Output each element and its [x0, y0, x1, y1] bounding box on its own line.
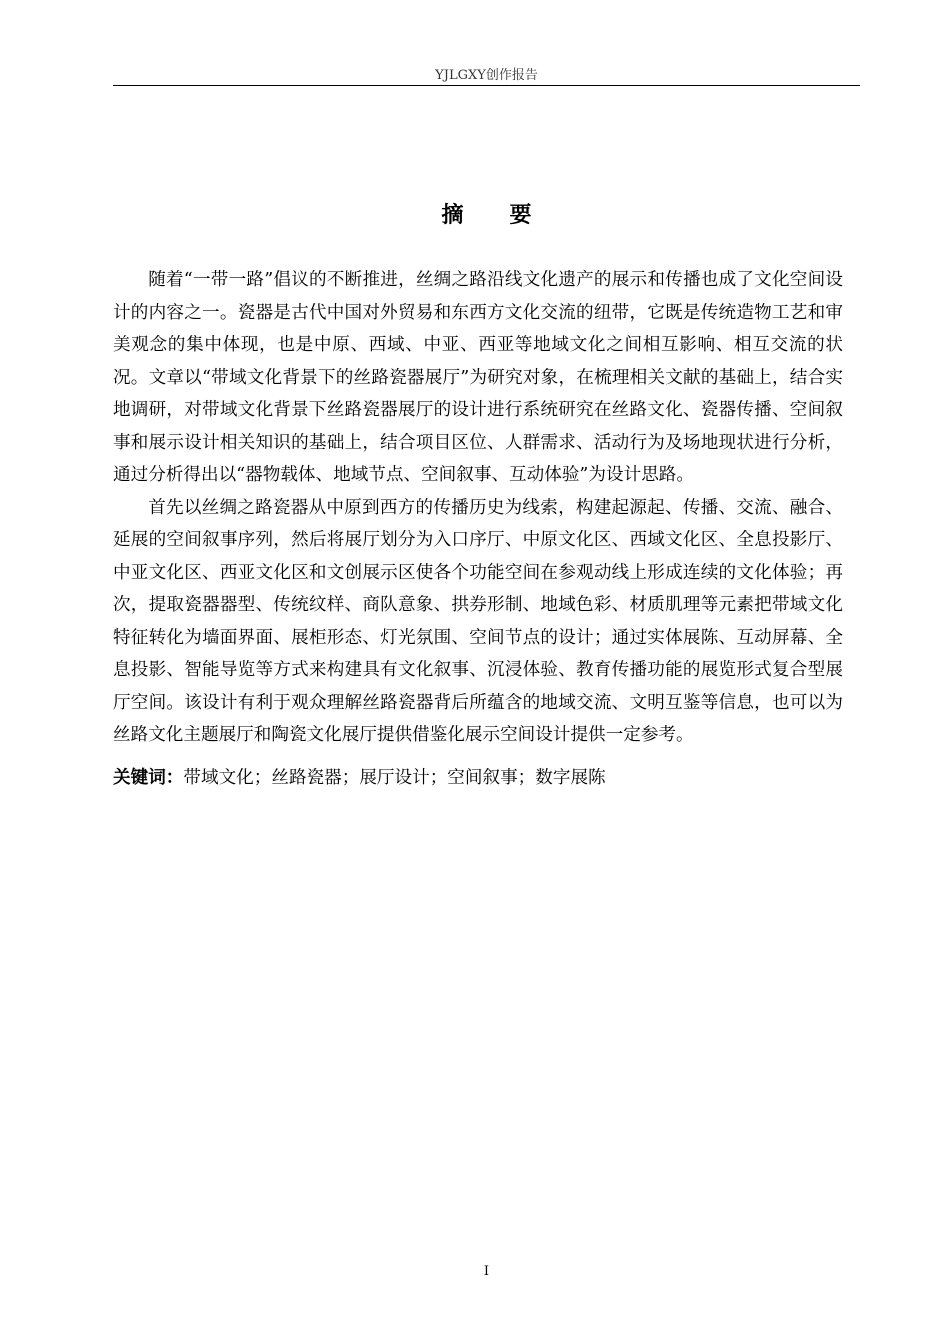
page-header: YJLGXY创作报告 [435, 68, 538, 83]
keywords-label: 关键词： [113, 767, 184, 788]
abstract-paragraph-2: 首先以丝绸之路瓷器从中原到西方的传播历史为线索，构建起源起、传播、交流、融合、延展的空间叙事序列，然后将展厅划分为入口序厅、中原文化区、西域文化区、全息投影厅、中亚文化区、西亚文化区和文创展示区使各个功能空间在参观动线上形成连续的文化体验；再次，提取瓷器器型、传统纹样、商队意象、拱券形制、地域色彩、材质肌理等元素把带域文化特征转化为墙面界面、展柜形态、灯光氛围、空间节点的设计；通过实体展陈、互动屏幕、全息投影、智能导览等方式来构建具有文化叙事、沉浸体验、教育传播功能的展览形式复合型展厅空间。该设计有利于观众理解丝路瓷器背后所蕴含的地域交流、文明互鉴等信息，也可以为丝路文化主题展厅和陶瓷文化展厅提供借鉴化展示空间设计提供一定参考。 [113, 497, 843, 745]
keywords-line [113, 762, 843, 795]
page-number: I [483, 1264, 490, 1279]
keywords-text: 带域文化；丝路瓷器；展厅设计；空间叙事；数字展陈 [183, 767, 606, 788]
abstract-title: 摘要 [441, 203, 578, 228]
header-divider [113, 85, 860, 86]
abstract-body [113, 264, 843, 794]
abstract-paragraph-1: 随着“一带一路”倡议的不断推进，丝绸之路沿线文化遗产的展示和传播也成了文化空间设计的内容之一。瓷器是古代中国对外贸易和东西方文化交流的纽带，它既是传统造物工艺和审美观念的集中体现，也是中原、西域、中亚、西亚等地域文化之间相互影响、相互交流的状况。文章以“带域文化背景下的丝路瓷器展厅”为研究对象，在梳理相关文献的基础上，结合实地调研，对带域文化背景下丝路瓷器展厅的设计进行系统研究在丝路文化、瓷器传播、空间叙事和展示设计相关知识的基础上，结合项目区位、人群需求、活动行为及场地现状进行分析，通过分析得出以“器物载体、地域节点、空间叙事、互动体验”为设计思路。 [113, 270, 843, 485]
